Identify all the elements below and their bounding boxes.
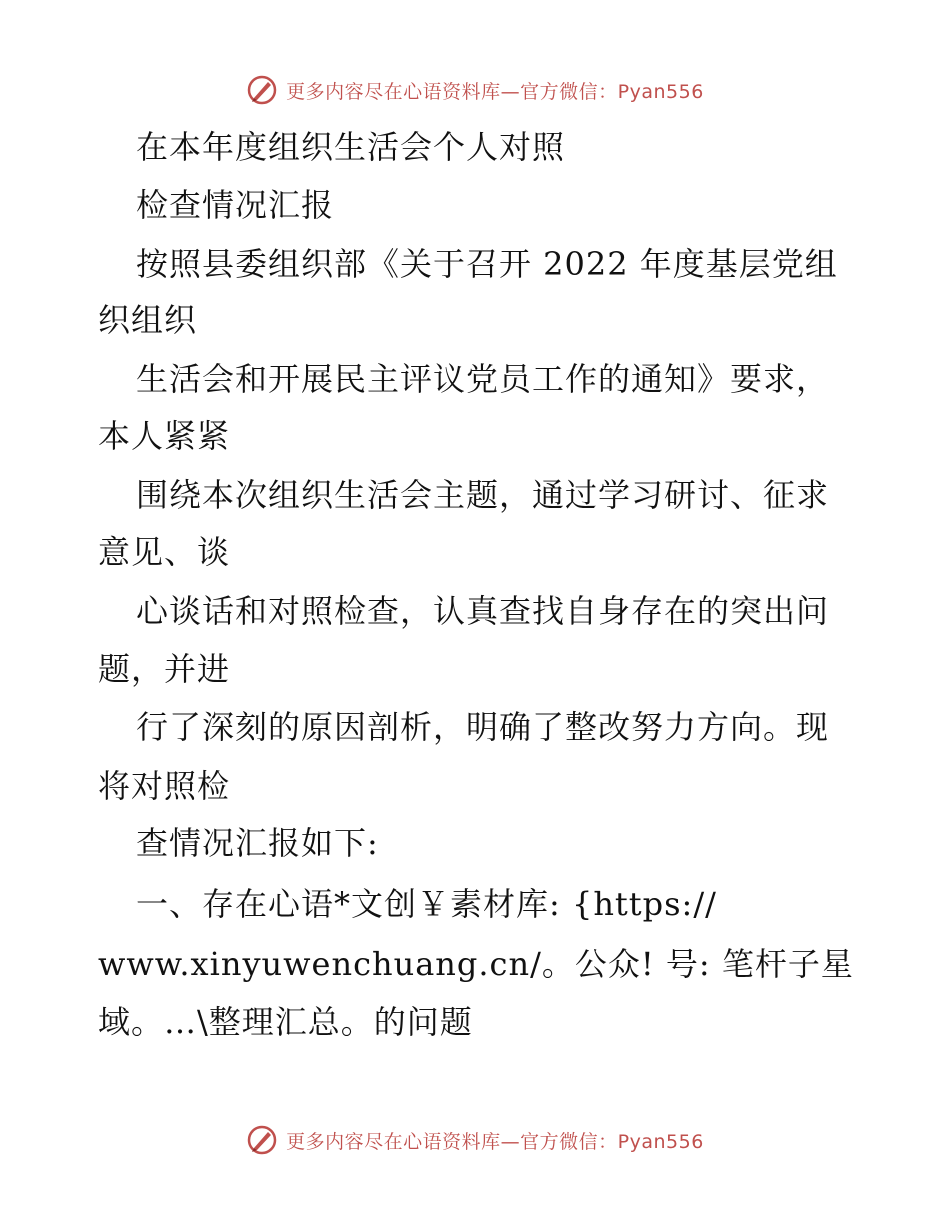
title-line-2: 检查情况汇报	[136, 186, 335, 224]
paragraph-line: 意见、谈	[98, 533, 231, 571]
footer-watermark-banner	[0, 1120, 950, 1160]
paragraph-line: 行了深刻的原因剖析，明确了整改努力方向。现	[136, 708, 830, 746]
paragraph-line: 题，并进	[98, 650, 231, 688]
quill-pen-logo-icon	[246, 74, 278, 106]
paragraph-line: 织组织	[98, 301, 198, 339]
watermark-text: 更多内容尽在心语资料库—官方微信：Pyan556	[286, 80, 704, 103]
watermark-text: 更多内容尽在心语资料库—官方微信：Pyan556	[286, 1130, 704, 1153]
title-line-1: 在本年度组织生活会个人对照	[136, 128, 566, 166]
paragraph-line: 围绕本次组织生活会主题，通过学习研讨、征求	[136, 476, 830, 514]
quill-pen-logo-icon	[246, 1124, 278, 1156]
paragraph-line: 心谈话和对照检查，认真查找自身存在的突出问	[136, 592, 830, 630]
paragraph-line: 查情况汇报如下:	[136, 824, 379, 862]
paragraph-line: 将对照检	[98, 767, 231, 805]
paragraph-line: 本人紧紧	[98, 417, 231, 455]
paragraph-line: www.xinyuwenchuang.cn/。公众! 号: 笔杆子星	[98, 945, 854, 983]
paragraph-line: 生活会和开展民主评议党员工作的通知》要求，	[136, 360, 830, 398]
section-heading-line: 一、存在心语*文创￥素材库: {https://	[136, 885, 717, 923]
paragraph-line: 域。…\整理汇总。的问题	[98, 1003, 473, 1041]
paragraph-line: 按照县委组织部《关于召开 2022 年度基层党组	[136, 245, 838, 283]
header-watermark-banner	[0, 70, 950, 110]
